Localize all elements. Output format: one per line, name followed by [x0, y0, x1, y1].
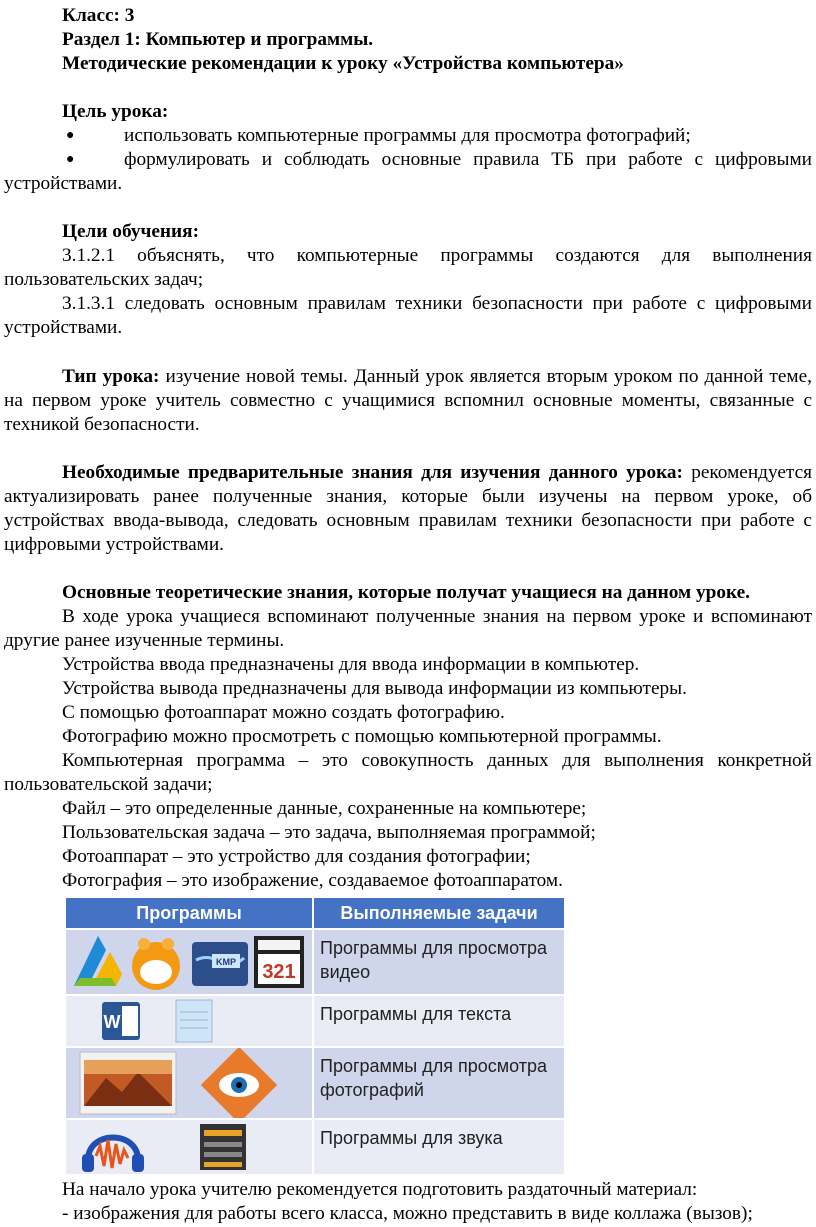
section-line: Раздел 1: Компьютер и программы. — [62, 29, 374, 50]
photo-viewer-icons — [66, 1048, 312, 1118]
theory-paragraph: С помощью фотоаппарат можно создать фотографию. — [62, 702, 505, 723]
table-row — [66, 996, 564, 1046]
theory-paragraph: Компьютерная программа – это совокупность данных для выполнения конкретной пользовательской задачи; — [4, 750, 812, 795]
gom-player-icon — [132, 938, 180, 990]
text-editor-icons — [66, 996, 312, 1046]
bullet-icon: ● — [66, 152, 75, 167]
kmplayer-icon — [192, 942, 248, 986]
task-cell: Программы для звука — [314, 1120, 564, 1174]
lesson-type-text: изучение новой темы. Данный урок является вторым уроком по данной теме, на первом уроке учитель совместно с учащимися вспомнил основные моменты, связанные с техникой безопасности. — [4, 366, 812, 435]
svg-text:W: W — [103, 1012, 121, 1032]
theory-paragraph: Фотографию можно просмотреть с помощью компьютерной программы. — [62, 726, 662, 747]
notepad-icon — [176, 1000, 212, 1042]
theory-paragraph: Файл – это определенные данные, сохраненные на компьютере; — [62, 798, 587, 819]
faststone-viewer-icon — [201, 1048, 277, 1118]
objective-item: 3.1.3.1 следовать основным правилам техники безопасности при работе с цифровыми устройствами. — [4, 293, 812, 338]
audio-mixer-icon — [200, 1124, 246, 1170]
video-player-icons — [66, 930, 312, 994]
theory-paragraph: Фотоаппарат – это устройство для создания фотографии; — [62, 846, 531, 867]
table-header-programs: Программы — [66, 898, 312, 928]
table-header-tasks: Выполняемые задачи — [314, 898, 564, 928]
media-player-classic-icon — [254, 936, 304, 988]
audacity-icon — [82, 1138, 144, 1173]
table-row — [66, 1120, 564, 1174]
class-line: Класс: 3 — [62, 5, 135, 26]
prior-knowledge-paragraph — [4, 461, 812, 557]
theory-heading: Основные теоретические знания, которые получат учащиеся на данном уроке. — [62, 582, 751, 603]
goal-heading: Цель урока: — [62, 101, 169, 122]
bullet-icon: ● — [66, 128, 75, 143]
audio-editor-icons — [66, 1120, 312, 1174]
prior-knowledge-text: рекомендуется актуализировать ранее полученные знания, которые были изучены на первом уроке, об устройствах ввода-вывода, следовать основным правилам техники безопасности при работе с цифровыми устройствами. — [4, 462, 812, 555]
svg-text:KMP: KMP — [216, 957, 236, 967]
word-icon — [102, 1002, 140, 1040]
table-row — [66, 1048, 564, 1118]
task-cell: Программы для просмотра видео — [314, 930, 564, 994]
task-cell: Программы для просмотра фотографий — [314, 1048, 564, 1118]
svg-text:321: 321 — [262, 961, 296, 983]
lesson-type-label: Тип урока: — [62, 366, 160, 387]
footer-line: На начало урока учителю рекомендуется подготовить раздаточный материал: — [62, 1179, 698, 1200]
objectives-heading: Цели обучения: — [62, 221, 199, 242]
theory-paragraph: Пользовательская задача – это задача, выполняемая программой; — [62, 822, 596, 843]
goal-item: ● использовать компьютерные программы для просмотра фотографий; — [66, 125, 691, 146]
footer-line: - изображения для работы всего класса, можно представить в виде коллажа (вызов); — [62, 1203, 753, 1224]
programs-table — [66, 898, 564, 1174]
task-cell: Программы для текста — [314, 996, 564, 1046]
goal-item: ● формулировать и соблюдать основные правила ТБ при работе с цифровыми устройствами. — [4, 149, 812, 194]
objective-item: 3.1.2.1 объяснять, что компьютерные программы создаются для выполнения пользовательских задач; — [4, 245, 812, 290]
theory-paragraph: В ходе урока учащиеся вспоминают полученные знания на первом уроке и вспоминают другие ранее изученные термины. — [4, 606, 812, 651]
recommendations-title: Методические рекомендации к уроку «Устройства компьютера» — [62, 53, 624, 74]
photo-viewer-icon — [80, 1052, 176, 1114]
table-row — [66, 930, 564, 994]
theory-paragraph: Фотография – это изображение, создаваемое фотоаппаратом. — [62, 870, 563, 891]
media-player-icon — [74, 936, 122, 986]
prior-knowledge-label: Необходимые предварительные знания для изучения данного урока: — [62, 462, 683, 483]
lesson-type-paragraph — [4, 365, 812, 437]
theory-paragraph: Устройства вывода предназначены для вывода информации из компьютеры. — [62, 678, 687, 699]
theory-paragraph: Устройства ввода предназначены для ввода информации в компьютер. — [62, 654, 640, 675]
